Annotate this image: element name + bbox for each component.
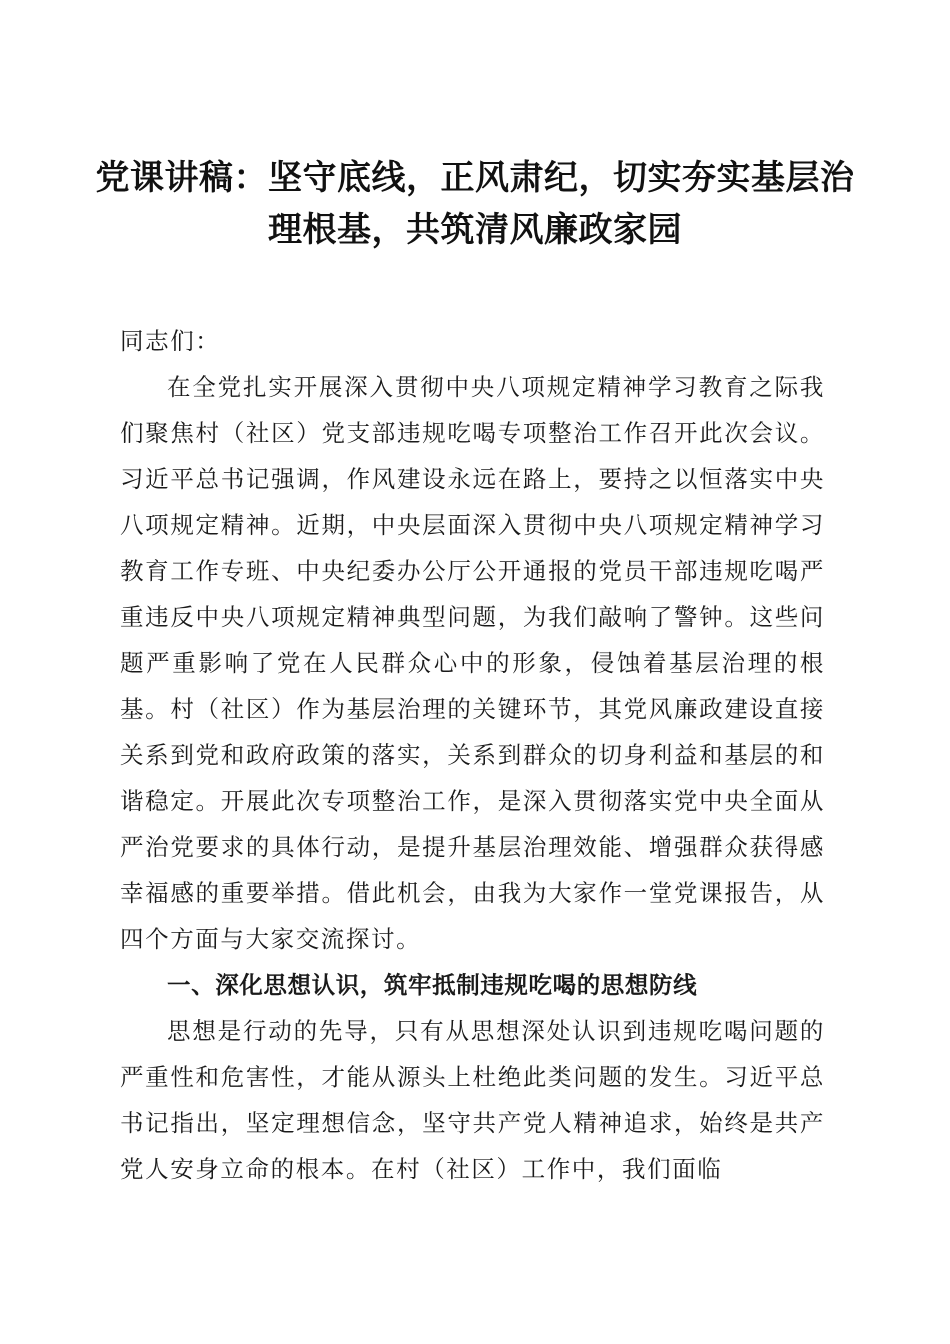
document-title: 党课讲稿：坚守底线，正风肃纪，切实夯实基层治理根基，共筑清风廉政家园	[95, 158, 855, 250]
section-heading: 一、深化思想认识，筑牢抵制违规吃喝的思想防线	[167, 971, 698, 999]
section-paragraph: 思想是行动的先导，只有从思想深处认识到违规吃喝问题的严重性和危害性，才能从源头上杜绝此类问题的发生。习近平总书记指出，坚定理想信念，坚守共产党人精神追求，始终是共产党人安身立命的根本。在村（社区）工作中，我们面临	[120, 1017, 825, 1183]
salutation: 同志们：	[120, 327, 221, 355]
document-body	[120, 318, 825, 1192]
intro-paragraph: 在全党扎实开展深入贯彻中央八项规定精神学习教育之际我们聚焦村（社区）党支部违规吃喝专项整治工作召开此次会议。习近平总书记强调，作风建设永远在路上，要持之以恒落实中央八项规定精神。近期，中央层面深入贯彻中央八项规定精神学习教育工作专班、中央纪委办公厅公开通报的党员干部违规吃喝严重违反中央八项规定精神典型问题，为我们敲响了警钟。这些问题严重影响了党在人民群众心中的形象，侵蚀着基层治理的根基。村（社区）作为基层治理的关键环节，其党风廉政建设直接关系到党和政府政策的落实，关系到群众的切身利益和基层的和谐稳定。开展此次专项整治工作，是深入贯彻落实党中央全面从严治党要求的具体行动，是提升基层治理效能、增强群众获得感幸福感的重要举措。借此机会，由我为大家作一堂党课报告，从四个方面与大家交流探讨。	[120, 373, 825, 953]
